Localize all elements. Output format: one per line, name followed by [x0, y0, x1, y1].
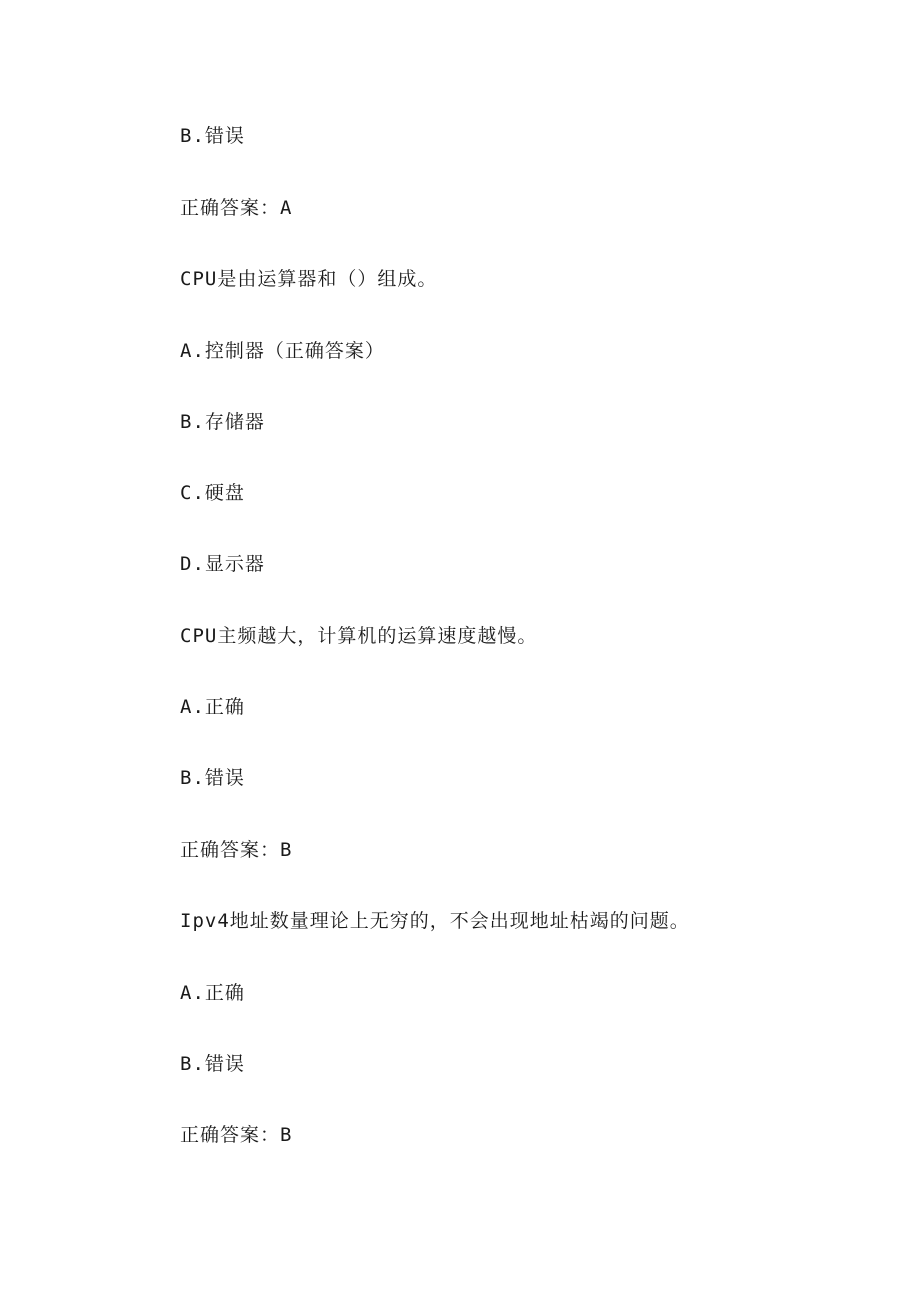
question-cpu-frequency: CPU主频越大，计算机的运算速度越慢。 [180, 625, 538, 647]
q3-option-b: B.错误 [180, 1053, 245, 1075]
q3-answer: 正确答案：B [180, 1124, 293, 1146]
q1-option-a: A.控制器（正确答案） [180, 340, 385, 362]
question-cpu-composition: CPU是由运算器和（）组成。 [180, 268, 438, 290]
q2-answer: 正确答案：B [180, 839, 293, 861]
q1-option-d: D.显示器 [180, 553, 265, 575]
prev-question-answer: 正确答案：A [180, 197, 293, 219]
q1-option-c: C.硬盘 [180, 482, 245, 504]
question-ipv4-address: Ipv4地址数量理论上无穷的，不会出现地址枯竭的问题。 [180, 910, 690, 932]
q2-option-b: B.错误 [180, 767, 245, 789]
q2-option-a: A.正确 [180, 696, 245, 718]
q1-option-b: B.存储器 [180, 411, 265, 433]
prev-question-option-b: B.错误 [180, 125, 245, 147]
q3-option-a: A.正确 [180, 982, 245, 1004]
